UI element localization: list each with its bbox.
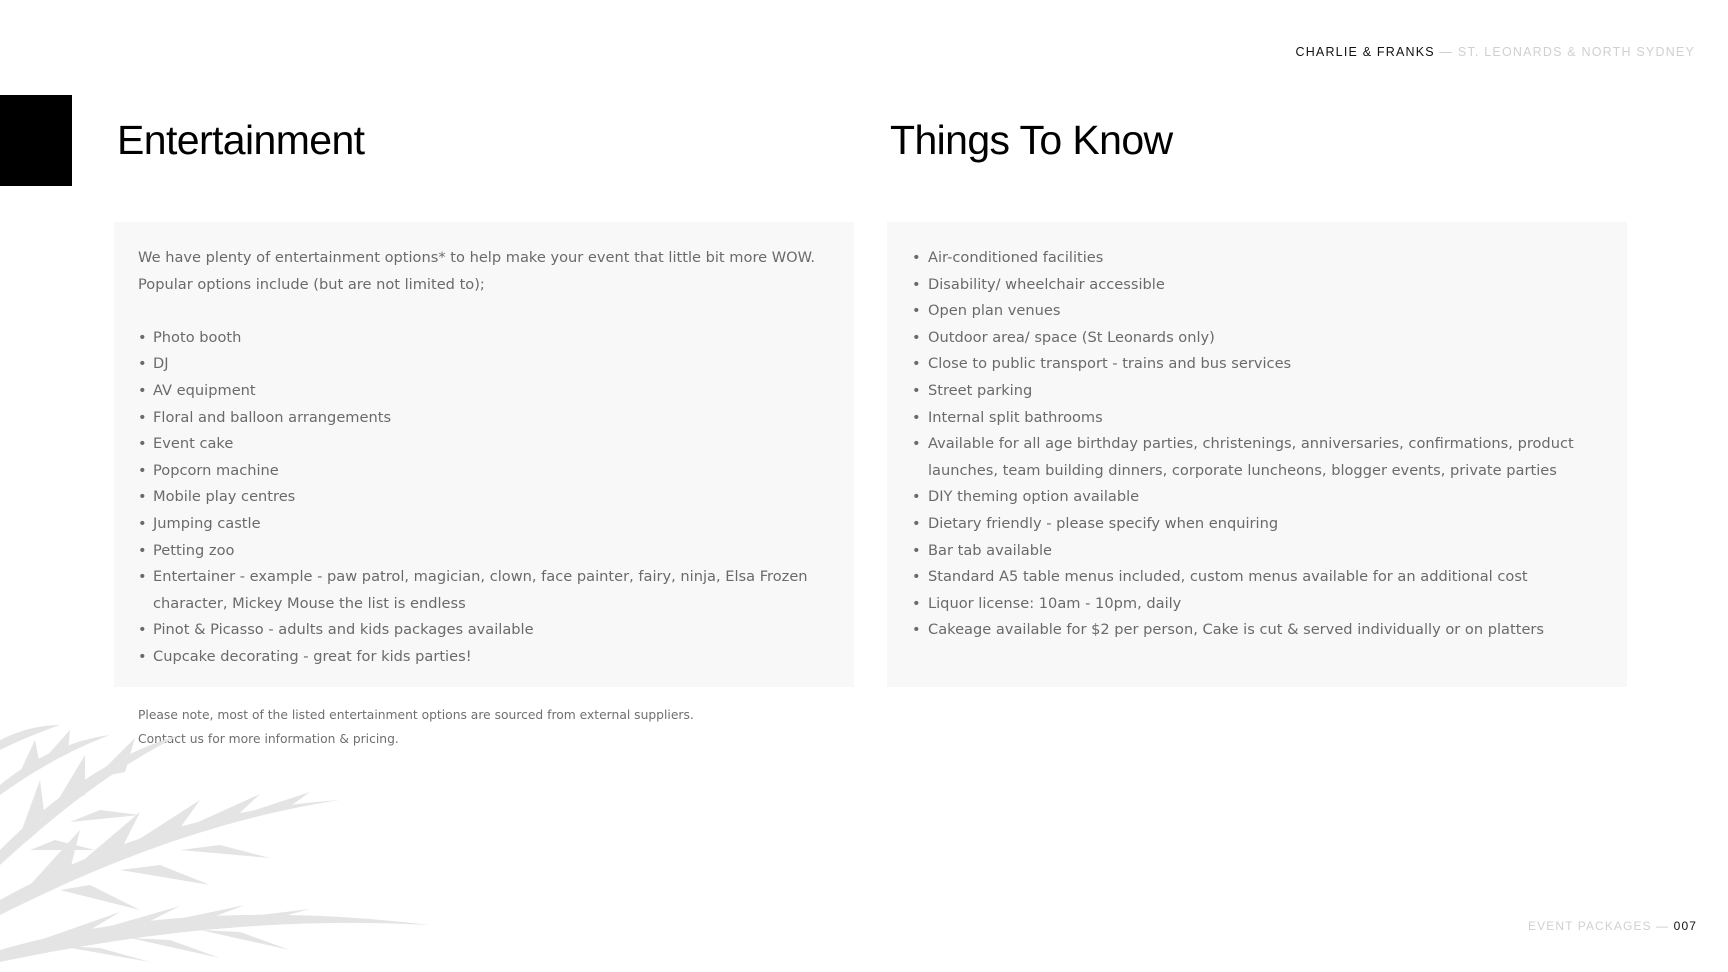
list-item-text: Disability/ wheelchair accessible [928, 275, 1165, 293]
list-item [912, 272, 1603, 299]
bullet-dot: • [138, 328, 147, 346]
list-item-text: Open plan venues [928, 302, 1061, 320]
bullet-dot: • [912, 435, 921, 453]
list-item [912, 378, 1603, 405]
bullet-dot: • [912, 381, 921, 399]
list-item [912, 564, 1603, 591]
list-item [912, 325, 1603, 352]
list-item-text: Street parking [928, 381, 1033, 399]
list-item-text: Cupcake decorating - great for kids parties! [153, 647, 472, 665]
bullet-dot: • [138, 408, 147, 426]
list-item-text: Air-conditioned facilities [928, 249, 1104, 266]
bullet-dot: • [138, 355, 147, 373]
bullet-dot: • [912, 302, 921, 320]
list-item-text: Cakeage available for $2 per person, Cake is cut & served individually or on platters [928, 621, 1545, 639]
bullet-dot: • [912, 408, 921, 426]
list-item [138, 351, 830, 378]
page-footer [1528, 919, 1697, 933]
list-item-text: Internal split bathrooms [928, 408, 1103, 426]
list-item-text: Photo booth [153, 328, 242, 346]
bullet-dot: • [912, 249, 921, 266]
list-item-text: Outdoor area/ space (St Leonards only) [928, 328, 1215, 346]
list-item [912, 591, 1603, 618]
list-item [138, 325, 830, 352]
section-marker [0, 95, 72, 186]
list-item [138, 431, 830, 458]
list-item [912, 351, 1603, 378]
footnote-line: Please note, most of the listed entertainment options are sourced from external suppliers. [138, 708, 694, 722]
bullet-dot: • [912, 568, 921, 586]
list-item [912, 538, 1603, 565]
list-item [912, 617, 1603, 644]
list-item-text: Entertainer - example - paw patrol, magician, clown, face painter, fairy, ninja, Elsa Frozen character, Mickey Mouse the list is endless [153, 568, 808, 612]
list-item [912, 405, 1603, 432]
list-item [138, 617, 830, 644]
list-item-text: Event cake [153, 435, 234, 453]
list-item-text: Close to public transport - trains and bus services [928, 355, 1292, 373]
bullet-dot: • [912, 541, 921, 559]
bullet-dot: • [138, 488, 147, 506]
bullet-dot: • [138, 435, 147, 453]
things-to-know-panel [887, 222, 1627, 687]
bullet-dot: • [912, 621, 921, 639]
list-item-text: Standard A5 table menus included, custom menus available for an additional cost [928, 568, 1528, 586]
list-item [912, 245, 1603, 272]
brand-location: ST. LEONARDS & NORTH SYDNEY [1457, 45, 1695, 59]
footer-label: EVENT PACKAGES [1528, 919, 1652, 933]
bullet-dot: • [138, 568, 147, 586]
bullet-dot: • [912, 514, 921, 532]
list-item [138, 538, 830, 565]
brand-header [1295, 45, 1695, 59]
palm-leaf-icon [0, 700, 440, 972]
list-item-text: Liquor license: 10am - 10pm, daily [928, 594, 1182, 612]
things-to-know-title: Things To Know [890, 117, 1173, 163]
entertainment-list [138, 325, 830, 671]
list-item [138, 378, 830, 405]
entertainment-title: Entertainment [117, 117, 365, 163]
bullet-dot: • [138, 461, 147, 479]
list-item-text: Popcorn machine [153, 461, 279, 479]
list-item-text: AV equipment [153, 381, 256, 399]
list-item-text: DIY theming option available [928, 488, 1140, 506]
entertainment-intro: We have plenty of entertainment options* to help make your event that little bit more WOW. Popular options include (but are not limited to); [138, 249, 816, 293]
list-item-text: Dietary friendly - please specify when enquiring [928, 514, 1279, 532]
things-to-know-list [912, 245, 1603, 644]
list-item-text: DJ [153, 355, 169, 373]
list-item [138, 564, 830, 617]
list-item [138, 644, 830, 671]
list-item-text: Jumping castle [153, 514, 261, 532]
brand-separator: — [1439, 45, 1454, 59]
list-item-text: Mobile play centres [153, 488, 296, 506]
bullet-dot: • [138, 621, 147, 639]
list-item-text: Petting zoo [153, 541, 235, 559]
list-item [912, 511, 1603, 538]
entertainment-panel [114, 222, 854, 687]
list-item-text: Available for all age birthday parties, christenings, anniversaries, confirmations, product launches, team building dinners, corporate luncheons, blogger events, private parties [928, 435, 1574, 479]
list-item [138, 458, 830, 485]
bullet-dot: • [912, 488, 921, 506]
list-item [138, 484, 830, 511]
list-item-text: Bar tab available [928, 541, 1053, 559]
list-item [138, 405, 830, 432]
bullet-dot: • [138, 514, 147, 532]
list-item [138, 511, 830, 538]
list-item [912, 484, 1603, 511]
bullet-dot: • [138, 381, 147, 399]
list-item-text: Pinot & Picasso - adults and kids packages available [153, 621, 534, 639]
footer-separator: — [1656, 919, 1670, 933]
list-item [912, 298, 1603, 325]
bullet-dot: • [912, 328, 921, 346]
list-item-text: Floral and balloon arrangements [153, 408, 392, 426]
list-item [912, 431, 1603, 484]
bullet-dot: • [138, 647, 147, 665]
brand-name: CHARLIE & FRANKS [1295, 45, 1435, 59]
footnote-line: Contact us for more information & pricing. [138, 731, 399, 746]
bullet-dot: • [138, 541, 147, 559]
bullet-dot: • [912, 355, 921, 373]
page-number: 007 [1673, 919, 1697, 933]
bullet-dot: • [912, 594, 921, 612]
bullet-dot: • [912, 275, 921, 293]
